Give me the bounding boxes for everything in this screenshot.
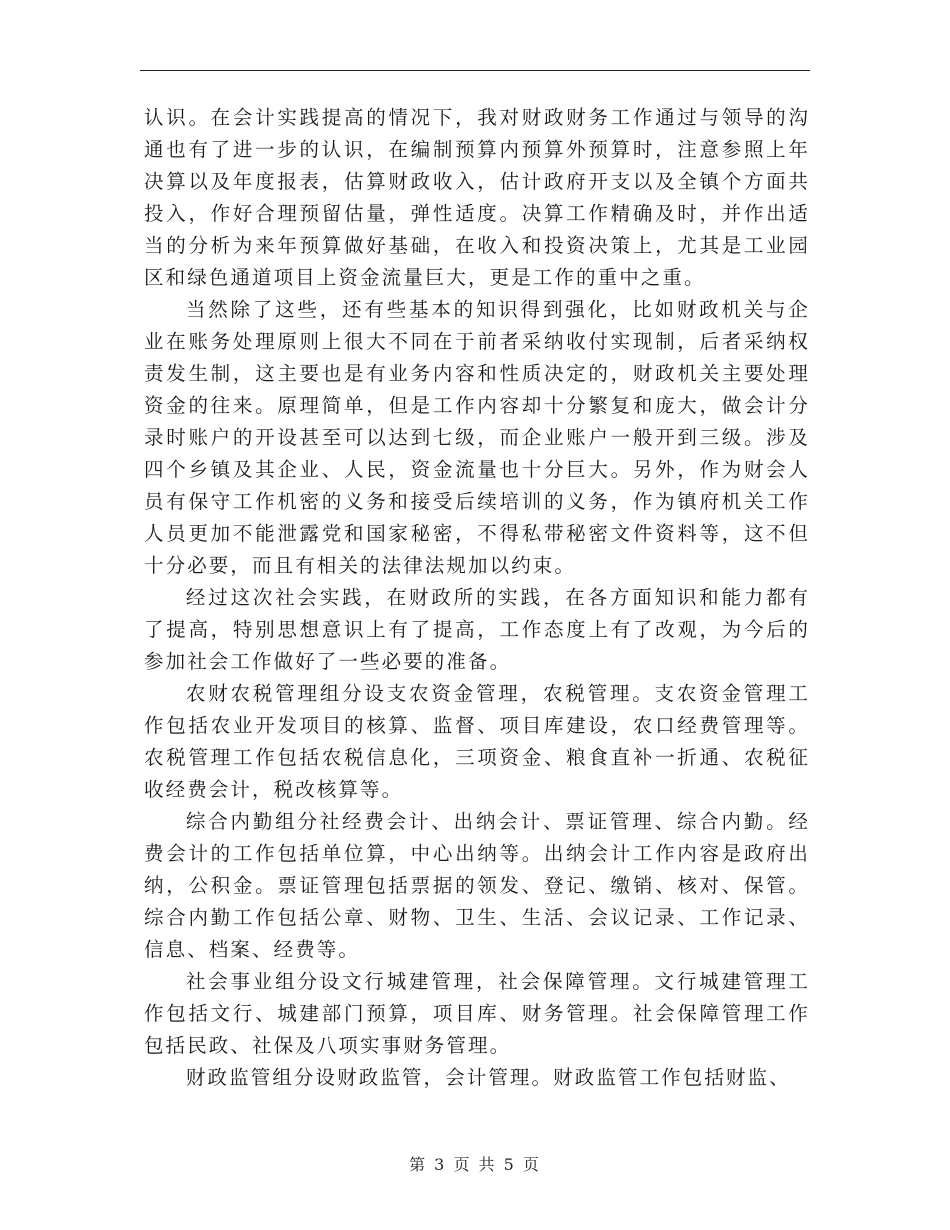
paragraph-4: 农财农税管理组分设支农资金管理，农税管理。支农资金管理工作包括农业开发项目的核算、监督、项目库建设，农口经费管理等。农税管理工作包括农税信息化，三项资金、粮食直补一折通、农税征收经费会计，税改核算等。 [144,682,810,801]
footer-suffix: 页 [522,1155,541,1174]
paragraph-3: 经过这次社会实践，在财政所的实践，在各方面知识和能力都有了提高，特别思想意识上有了提高，工作态度上有了改观，为今后的参加社会工作做好了一些必要的准备。 [144,586,810,673]
footer-mid: 页 共 [453,1155,497,1174]
document-body [144,102,810,1094]
paragraph-6: 社会事业组分设文行城建管理，社会保障管理。文行城建管理工作包括文行、城建部门预算，项目库、财务管理。社会保障管理工作包括民政、社保及八项实事财务管理。 [144,970,810,1057]
footer-prefix: 第 [409,1155,428,1174]
footer-page-number: 3 [434,1155,447,1174]
footer-total-pages: 5 [503,1155,516,1174]
paragraph-2: 当然除了这些，还有些基本的知识得到强化，比如财政机关与企业在账务处理原则上很大不同在于前者采纳收付实现制，后者采纳权责发生制，这主要也是有业务内容和性质决定的，财政机关主要处理资金的往来。原理简单，但是工作内容却十分繁复和庞大，做会计分录时账户的开设甚至可以达到七级，而企业账户一般开到三级。涉及四个乡镇及其企业、人民，资金流量也十分巨大。另外，作为财会人员有保守工作机密的义务和接受后续培训的义务，作为镇府机关工作人员更加不能泄露党和国家秘密，不得私带秘密文件资料等，这不但十分必要，而且有相关的法律法规加以约束。 [144,298,810,577]
paragraph-7: 财政监管组分设财政监管，会计管理。财政监管工作包括财监、 [185,1066,791,1089]
page-footer [0,1152,950,1175]
paragraph-1: 认识。在会计实践提高的情况下，我对财政财务工作通过与领导的沟通也有了进一步的认识，在编制预算内预算外预算时，注意参照上年决算以及年度报表，估算财政收入，估计政府开支以及全镇个方面共投入，作好合理预留估量，弹性适度。决算工作精确及时，并作出适当的分析为来年预算做好基础，在收入和投资决策上，尤其是工业园区和绿色通道项目上资金流量巨大，更是工作的重中之重。 [144,106,810,289]
header-rule [140,70,810,71]
paragraph-5: 综合内勤组分社经费会计、出纳会计、票证管理、综合内勤。经费会计的工作包括单位算，中心出纳等。出纳会计工作内容是政府出纳，公积金。票证管理包括票据的领发、登记、缴销、核对、保管。综合内勤工作包括公章、财物、卫生、生活、会议记录、工作记录、信息、档案、经费等。 [144,810,810,961]
